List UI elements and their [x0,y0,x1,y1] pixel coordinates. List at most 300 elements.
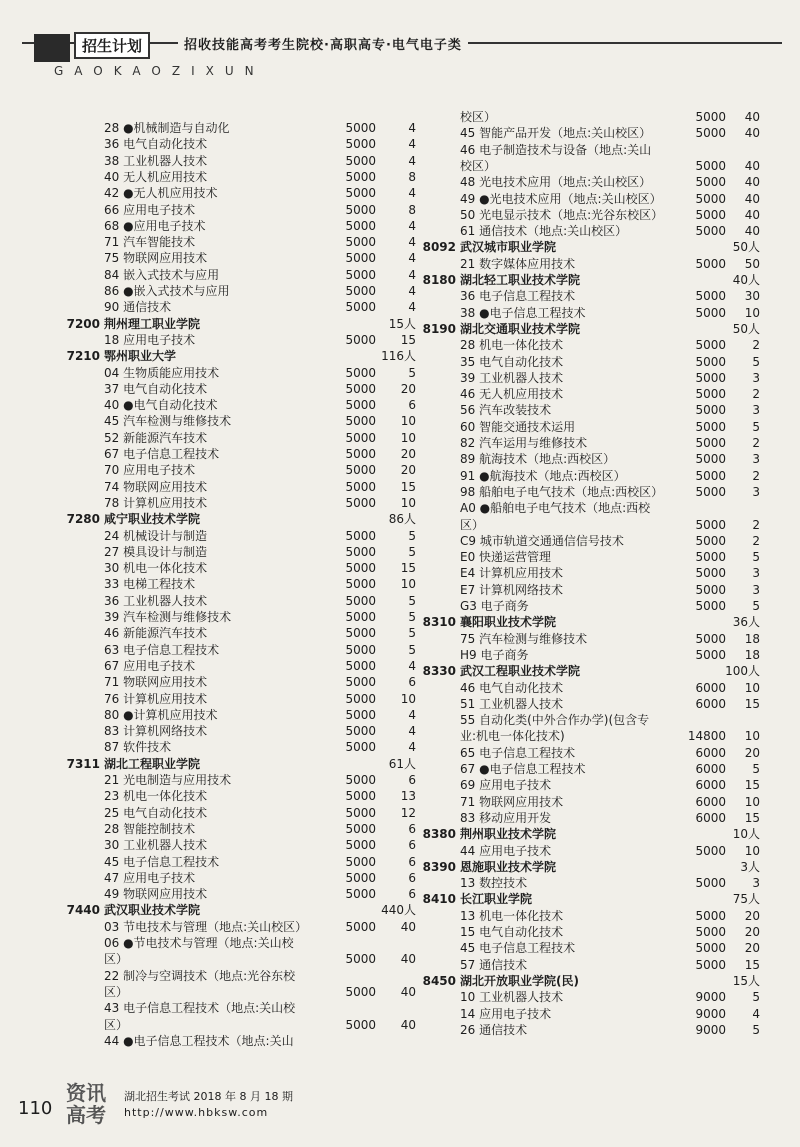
tuition: 6000 [695,680,726,695]
major-name: 70 应用电子技术 [104,463,196,478]
major-name: 36 电子信息工程技术 [460,289,576,304]
enrollment-count: 5 [752,419,760,434]
major-name: 39 汽车检测与维修技术 [104,610,232,624]
major-name: 23 机电一体化技术 [104,789,208,804]
major-name: 湖北交通职业技术学院 [460,321,581,336]
school-code: 8450 [422,973,456,988]
major-name: 湖北轻工职业技术学院 [460,273,581,287]
enrollment-count: 40 [744,175,760,190]
enrollment-count: 3 [752,452,760,467]
magazine-logo: 资讯 高考 [66,1081,106,1127]
major-row [400,484,780,500]
enrollment-count: 2 [752,387,760,402]
major-row [44,691,416,707]
tuition: 5000 [695,533,726,548]
tuition: 5000 [345,773,376,787]
major-row [44,462,416,478]
major-row [400,582,780,598]
major-name: 37 电气自动化技术 [104,381,208,396]
major-name: 咸宁职业技术学院 [104,512,201,527]
major-name: 83 移动应用开发 [460,810,552,825]
major-name: 55 自动化类(中外合作办学)(包含专 [460,713,650,728]
major-row [44,919,416,935]
tuition: 5000 [695,908,726,923]
enrollment-count: 10 [400,414,416,429]
major-row [400,875,780,891]
tuition: 5000 [345,658,376,673]
major-name: 48 光电技术应用（地点:关山校区） [460,175,652,190]
major-row [44,625,416,641]
enrollment-count: 20 [744,908,760,923]
major-name: 武汉职业技术学院 [104,903,201,918]
tuition: 5000 [695,110,726,124]
enrollment-count: 40 [744,126,760,141]
tuition: 5000 [345,691,376,706]
major-row [400,305,780,321]
major-name: 69 应用电子技术 [460,778,552,793]
tuition: 5000 [695,158,726,173]
major-name: 45 智能产品开发（地点:关山校区） [460,126,652,141]
section-title: 招收技能高考考生院校·高职高专·电气电子类 [178,34,468,53]
tuition: 5000 [345,1017,376,1032]
major-row [44,120,416,136]
tuition: 5000 [345,838,376,853]
major-row [44,202,416,218]
school-row [44,511,416,527]
major-row [400,386,780,402]
major-row [400,142,780,158]
major-row [44,886,416,902]
enrollment-count: 6 [408,854,416,869]
journal-issue: 湖北招生考试 2018 年 8 月 18 期 [124,1090,293,1103]
tuition: 5000 [695,175,726,190]
major-name: 39 工业机器人技术 [460,370,564,385]
major-name: E7 计算机网络技术 [460,582,564,597]
enrollment-count: 4 [408,186,416,201]
major-row [400,517,780,533]
major-name: 27 模具设计与制造 [104,544,208,559]
major-row [44,397,416,413]
enrollment-count: 5 [752,550,760,565]
tuition: 5000 [695,354,726,369]
enrollment-count: 2 [752,517,760,532]
major-row [400,500,780,516]
major-row [400,419,780,435]
major-row [44,479,416,495]
major-row [400,565,780,581]
major-name: 45 电子信息工程技术 [104,854,220,869]
enrollment-count: 13 [400,789,416,804]
tuition: 5000 [345,218,376,233]
tuition: 5000 [345,642,376,657]
tuition: 5000 [695,419,726,434]
enrollment-count: 40 [744,191,760,206]
school-row [400,663,780,679]
tuition: 5000 [345,284,376,298]
major-name: 24 机械设计与制造 [104,528,208,543]
tuition: 5000 [345,854,376,869]
tuition: 5000 [345,381,376,396]
major-row [44,1017,416,1033]
major-row [400,631,780,647]
major-name: 45 电子信息工程技术 [460,941,576,956]
enrollment-count: 100人 [725,664,760,679]
enrollment-count: 10 [400,495,416,510]
major-name: 83 计算机网络技术 [104,724,208,739]
enrollment-count: 2 [752,338,760,353]
enrollment-count: 12 [400,805,416,820]
school-row [44,316,416,332]
major-name: 湖北工程职业学院 [104,756,201,771]
school-row [400,891,780,907]
major-row [44,837,416,853]
enrollment-count: 86人 [388,512,416,527]
enrollment-count: 20 [400,381,416,396]
major-row [400,109,780,125]
tuition: 5000 [695,582,726,597]
enrollment-count: 4 [408,707,416,722]
school-row [400,614,780,630]
major-name: 89 航海技术（地点:西校区） [460,452,616,467]
school-code: 8190 [422,321,456,336]
tuition: 5000 [695,599,726,613]
enrollment-count: 5 [752,599,760,613]
tuition: 5000 [345,626,376,641]
enrollment-count: 5 [752,990,760,1005]
enrollment-count: 20 [744,941,760,956]
major-row [44,674,416,690]
enrollment-count: 5 [408,365,416,380]
major-name: 校区） [460,110,497,124]
enrollment-count: 20 [400,447,416,461]
tuition: 5000 [695,256,726,271]
major-name: 06 ●节电技术与管理（地点:关山校 [104,936,294,950]
enrollment-count: 2 [752,468,760,483]
major-row [44,332,416,348]
tuition: 5000 [345,332,376,347]
enrollment-count: 5 [408,642,416,657]
tuition: 5000 [345,202,376,217]
major-name: 78 计算机应用技术 [104,495,208,510]
major-row [44,365,416,381]
major-name: 40 ●电气自动化技术 [104,398,218,413]
tuition: 9000 [695,990,726,1005]
major-name: 56 汽车改装技术 [460,403,552,418]
major-row [44,283,416,299]
major-name: 67 应用电子技术 [104,658,196,673]
major-row [44,528,416,544]
major-name: 25 电气自动化技术 [104,805,208,820]
school-row [400,973,780,989]
tuition: 5000 [345,447,376,461]
enrollment-count: 8 [408,169,416,184]
tuition: 5000 [695,876,726,891]
enrollment-count: 4 [408,153,416,168]
major-row [400,924,780,940]
major-row [400,794,780,810]
major-row [400,468,780,484]
enrollment-count: 15 [400,479,416,494]
major-row [44,723,416,739]
major-name: 区） [104,952,129,967]
enrollment-count: 10 [744,680,760,695]
major-name: 长江职业学院 [460,892,533,907]
major-name: 13 数控技术 [460,876,528,891]
enrollment-count: 40 [400,984,416,999]
tuition: 5000 [695,452,726,467]
school-code: 8330 [422,664,456,679]
enrollment-count: 10人 [732,827,760,842]
enrollment-count: 40 [744,224,760,239]
major-row [44,805,416,821]
tuition: 5000 [695,436,726,450]
enrollment-count: 2 [752,533,760,548]
major-name: 区） [460,517,485,532]
major-row [400,256,780,272]
enrollment-count: 5 [752,354,760,369]
major-row [400,451,780,467]
major-name: 28 ●机械制造与自动化 [104,121,230,135]
tuition: 5000 [695,126,726,141]
major-row [44,968,394,984]
tuition: 5000 [345,577,376,592]
enrollment-count: 6 [408,838,416,853]
major-row [44,185,416,201]
major-row [44,446,416,462]
tuition: 5000 [695,843,726,858]
tuition: 5000 [345,414,376,429]
tuition: 5000 [345,495,376,510]
major-name: 57 通信技术 [460,957,528,972]
enrollment-count: 15 [400,561,416,576]
major-name: 校区） [460,158,497,173]
major-row [44,951,416,967]
enrollment-count: 3人 [740,859,760,874]
school-code: 7200 [66,316,100,331]
school-code: 8092 [422,240,456,255]
section-tag: 招生计划 [74,32,150,59]
tuition: 6000 [695,778,726,793]
major-row [44,788,416,804]
major-name: E0 快递运营管理 [460,550,552,565]
tuition: 5000 [695,224,726,239]
enrollment-count: 40 [400,952,416,967]
major-name: 35 电气自动化技术 [460,354,564,369]
enrollment-count: 4 [408,284,416,298]
major-name: 荆州职业技术学院 [460,827,557,842]
major-row [400,288,780,304]
major-row [400,533,780,549]
enrollment-count: 61人 [388,756,416,771]
enrollment-count: 40 [744,207,760,222]
tuition: 5000 [345,235,376,250]
enrollment-count: 15 [744,810,760,825]
enrollment-count: 50人 [732,240,760,255]
enrollment-count: 20 [744,925,760,939]
major-row [400,435,780,451]
major-name: 76 计算机应用技术 [104,691,208,706]
major-name: 业:机电一体化技术) [460,729,565,744]
major-name: 44 ●电子信息工程技术（地点:关山 [104,1033,294,1048]
enrollment-count: 4 [408,235,416,250]
major-name: 15 电气自动化技术 [460,925,564,939]
major-name: A0 ●船舶电子电气技术（地点:西校 [460,501,651,516]
enrollment-count: 3 [752,566,760,581]
major-row [400,191,780,207]
major-name: 91 ●航海技术（地点:西校区） [460,468,626,483]
tuition: 5000 [345,724,376,739]
major-name: 68 ●应用电子技术 [104,218,206,233]
tuition: 5000 [345,610,376,624]
major-row [400,1006,780,1022]
major-name: 60 智能交通技术运用 [460,419,576,434]
tuition: 6000 [695,762,726,776]
tuition: 5000 [345,267,376,282]
major-name: 65 电子信息工程技术 [460,745,576,760]
major-name: 21 数字媒体应用技术 [460,256,576,271]
enrollment-count: 5 [408,593,416,608]
tuition: 5000 [695,957,726,972]
tuition: 5000 [345,805,376,820]
tuition: 5000 [695,289,726,304]
major-name: 71 物联网应用技术 [104,675,208,690]
major-row [44,576,416,592]
enrollment-count: 10 [400,577,416,592]
enrollment-count: 20 [400,463,416,478]
major-name: C9 城市轨道交通通信信号技术 [460,533,624,548]
major-name: 襄阳职业技术学院 [460,615,557,630]
tuition: 5000 [345,984,376,999]
tuition: 5000 [695,647,726,662]
major-name: 82 汽车运用与维修技术 [460,436,588,450]
major-row [44,495,416,511]
major-row [400,1022,780,1038]
major-row [400,745,780,761]
enrollment-count: 440人 [381,903,416,918]
enrollment-count: 15 [400,332,416,347]
enrollment-count: 5 [408,544,416,559]
enrollment-count: 15 [744,957,760,972]
enrollment-count: 4 [408,251,416,266]
major-row [44,935,394,951]
enrollment-count: 6 [408,887,416,902]
enrollment-count: 40 [400,1017,416,1032]
school-row [400,859,780,875]
enrollment-count: 10 [400,430,416,445]
major-name: 14 应用电子技术 [460,1006,552,1021]
major-name: 80 ●计算机应用技术 [104,707,218,722]
major-row [400,761,780,777]
enrollment-count: 4 [408,658,416,673]
tuition: 5000 [345,675,376,690]
enrollment-count: 10 [400,691,416,706]
major-name: 36 工业机器人技术 [104,593,208,608]
tuition: 5000 [695,631,726,646]
school-code: 8310 [422,615,456,630]
tuition: 5000 [345,593,376,608]
major-row [44,218,416,234]
major-row [400,989,780,1005]
school-code: 8390 [422,859,456,874]
major-row [44,1000,394,1016]
major-name: 30 机电一体化技术 [104,561,208,576]
major-name: 区） [104,1017,129,1032]
enrollment-count: 6 [408,675,416,690]
major-name: 03 节电技术与管理（地点:关山校区） [104,919,308,934]
major-name: 63 电子信息工程技术 [104,642,220,657]
enrollment-count: 3 [752,876,760,891]
school-code: 8180 [422,273,456,287]
enrollment-count: 6 [408,870,416,885]
major-name: 52 新能源汽车技术 [104,430,208,445]
major-name: 28 智能控制技术 [104,821,196,836]
enrollment-count: 15人 [732,973,760,988]
enrollment-count: 10 [744,729,760,744]
major-name: 90 通信技术 [104,300,172,315]
major-name: 18 应用电子技术 [104,332,196,347]
major-row [400,696,780,712]
tuition: 5000 [345,398,376,413]
tuition: 6000 [695,794,726,809]
enrollment-count: 4 [408,121,416,135]
major-row [44,560,416,576]
tuition: 9000 [695,1022,726,1037]
enrollment-count: 6 [408,398,416,413]
major-row [44,136,416,152]
major-row [400,728,780,744]
header-block [34,34,70,62]
major-name: 鄂州职业大学 [104,349,177,364]
major-name: 46 电子制造技术与设备（地点:关山 [460,142,652,157]
school-row [400,321,780,337]
major-name: 荆州理工职业学院 [104,316,201,331]
major-name: 61 通信技术（地点:关山校区） [460,224,628,239]
major-row [400,174,780,190]
major-row [44,413,416,429]
major-row [400,402,780,418]
enrollment-count: 4 [408,740,416,755]
major-row [400,207,780,223]
major-row [400,712,780,728]
major-name: 75 汽车检测与维修技术 [460,631,588,646]
major-name: E4 计算机应用技术 [460,566,564,581]
major-name: 46 新能源汽车技术 [104,626,208,641]
enrollment-count: 20 [744,745,760,760]
major-row [44,854,416,870]
tuition: 5000 [345,430,376,445]
major-row [400,598,780,614]
enrollment-count: 10 [744,794,760,809]
enrollment-count: 36人 [732,615,760,630]
tuition: 6000 [695,696,726,711]
major-row [400,777,780,793]
major-name: 42 ●无人机应用技术 [104,186,218,201]
enrollment-count: 18 [744,631,760,646]
major-row [44,1033,394,1049]
tuition: 5000 [345,919,376,934]
major-name: 50 光电显示技术（地点:光谷东校区） [460,207,664,222]
enrollment-count: 3 [752,403,760,418]
enrollment-count: 3 [752,370,760,385]
major-row [44,250,416,266]
tuition: 5000 [345,300,376,315]
tuition: 5000 [345,707,376,722]
major-name: G3 电子商务 [460,599,529,613]
tuition: 5000 [695,550,726,565]
major-row [400,908,780,924]
major-name: 71 汽车智能技术 [104,235,196,250]
tuition: 5000 [345,463,376,478]
